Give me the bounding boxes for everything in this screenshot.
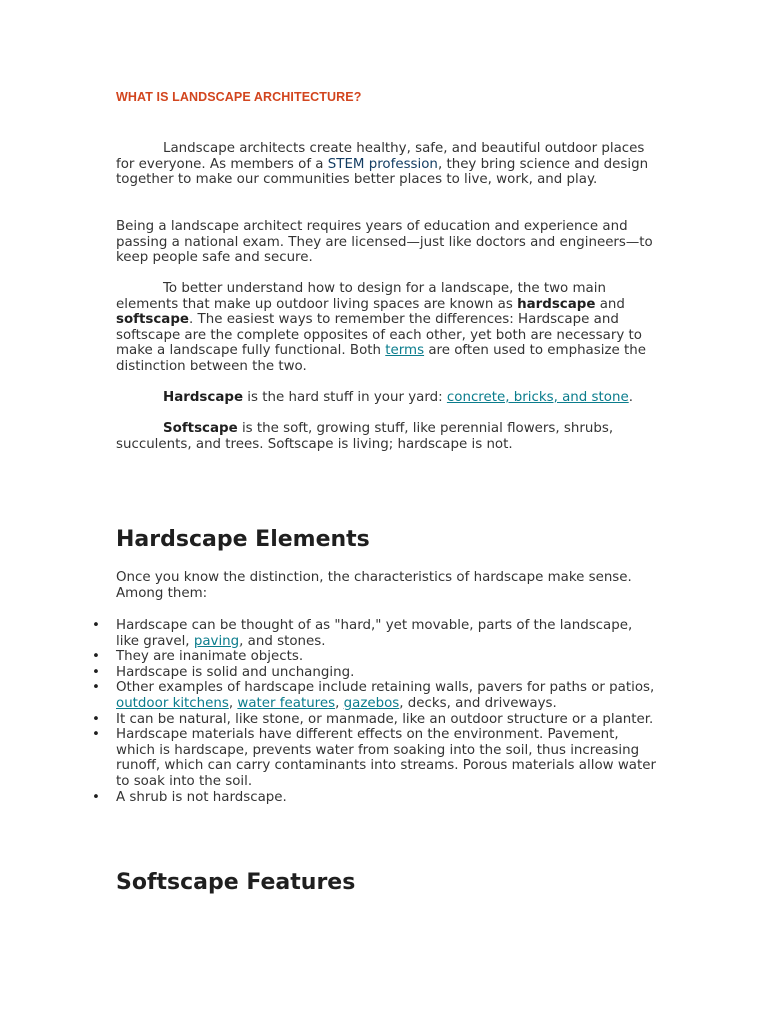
intro-paragraph-2: Being a landscape architect requires years of education and experience and passing a national exam. They are licensed—just like doctors and engineers—to keep people safe and secure. — [116, 219, 653, 266]
softscape-term: softscape — [116, 312, 190, 328]
water-features-link[interactable]: water features — [237, 695, 336, 711]
hardscape-list — [92, 618, 656, 805]
softscape-definition: Softscape is the soft, growing stuff, like perennial flowers, shrubs, succulents, and trees. Softscape is living; hardscape is not. — [116, 421, 614, 452]
intro-paragraph-1: Landscape architects create healthy, safe, and beautiful outdoor places for everyone. As members of a STEM profession, they bring science and design together to make our communities better places to live, work, and play. — [116, 141, 649, 188]
concrete-bricks-stone-link[interactable]: concrete, bricks, and stone — [446, 390, 629, 405]
list-item: • Other examples of hardscape include retaining walls, pavers for paths or patios, outdoor kitchens, water features, gazebos, decks, and driveways. — [92, 680, 655, 711]
page-eyebrow-title: WHAT IS LANDSCAPE ARCHITECTURE? — [116, 90, 362, 104]
list-item: • Hardscape can be thought of as "hard," yet movable, parts of the landscape, like gravel, paving, and stones. — [92, 618, 633, 649]
intro-paragraph-3: To better understand how to design for a landscape, the two main elements that make up outdoor living spaces are known as hardscape and softscape. The easiest ways to remember the differences: Hardscape and softscape are the complete opposites of each other, yet both are necessary to make a landscape fully functional. Both terms are often used to emphasize the distinction between the two. — [116, 281, 646, 374]
hardscape-lead: Once you know the distinction, the characteristics of hardscape make sense. Among them: — [116, 570, 632, 601]
paving-link[interactable]: paving — [193, 633, 240, 649]
gazebos-link[interactable]: gazebos — [343, 695, 400, 711]
terms-link[interactable]: terms — [385, 343, 425, 359]
hardscape-definition: Hardscape is the hard stuff in your yard: concrete, bricks, and stone. — [163, 390, 633, 405]
outdoor-kitchens-link[interactable]: outdoor kitchens — [116, 695, 229, 711]
hardscape-term: hardscape — [517, 296, 596, 312]
stem-profession-link[interactable]: STEM profession — [327, 156, 438, 172]
hardscape-heading: Hardscape Elements — [116, 527, 370, 552]
list-item: • A shrub is not hardscape. — [92, 789, 287, 805]
softscape-heading: Softscape Features — [116, 870, 356, 895]
list-item: • It can be natural, like stone, or manmade, like an outdoor structure or a planter. — [92, 711, 654, 727]
list-item: • Hardscape materials have different effects on the environment. Pavement, which is hardscape, prevents water from soaking into the soil, thus increasing runoff, which can carry contaminants into streams. Porous materials allow water to soak into the soil. — [92, 727, 656, 789]
list-item: • Hardscape is solid and unchanging. — [92, 664, 355, 680]
list-item: • They are inanimate objects. — [92, 649, 304, 665]
